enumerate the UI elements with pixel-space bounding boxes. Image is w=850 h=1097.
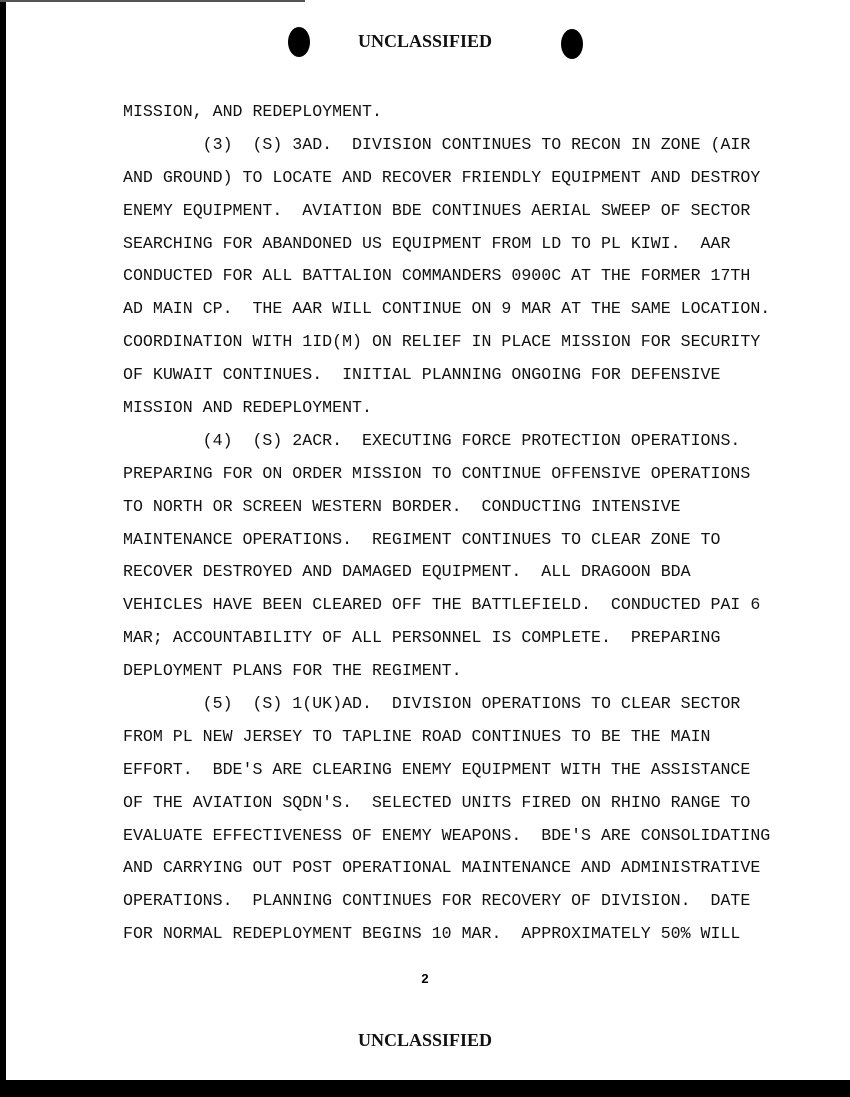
text-line: MISSION AND REDEPLOYMENT.: [123, 398, 372, 418]
text-line: SEARCHING FOR ABANDONED US EQUIPMENT FROM LD TO PL KIWI. AAR: [123, 233, 731, 253]
scan-edge-top: [0, 0, 305, 2]
text-line: OPERATIONS. PLANNING CONTINUES FOR RECOVERY OF DIVISION. DATE: [123, 891, 751, 911]
text-line: VEHICLES HAVE BEEN CLEARED OFF THE BATTLEFIELD. CONDUCTED PAI 6: [123, 595, 761, 615]
text-line: (5) (S) 1(UK)AD. DIVISION OPERATIONS TO CLEAR SECTOR: [123, 694, 741, 714]
text-line: EFFORT. BDE'S ARE CLEARING ENEMY EQUIPMENT WITH THE ASSISTANCE: [123, 759, 751, 779]
text-line: CONDUCTED FOR ALL BATTALION COMMANDERS 0900C AT THE FORMER 17TH: [123, 266, 751, 286]
text-line: DEPLOYMENT PLANS FOR THE REGIMENT.: [123, 661, 462, 681]
text-line: (3) (S) 3AD. DIVISION CONTINUES TO RECON IN ZONE (AIR: [123, 134, 751, 154]
text-line: MAINTENANCE OPERATIONS. REGIMENT CONTINUES TO CLEAR ZONE TO: [123, 529, 721, 549]
footer-classification: UNCLASSIFIED: [357, 1030, 493, 1050]
text-line: EVALUATE EFFECTIVENESS OF ENEMY WEAPONS. BDE'S ARE CONSOLIDATING: [123, 825, 771, 845]
header-classification: UNCLASSIFIED: [357, 31, 493, 51]
text-line: MISSION, AND REDEPLOYMENT.: [123, 102, 382, 121]
scan-border-bottom: [0, 1080, 850, 1097]
text-line: FROM PL NEW JERSEY TO TAPLINE ROAD CONTINUES TO BE THE MAIN: [123, 726, 711, 746]
text-line: RECOVER DESTROYED AND DAMAGED EQUIPMENT. ALL DRAGOON BDA: [123, 562, 691, 582]
text-line: TO NORTH OR SCREEN WESTERN BORDER. CONDUCTING INTENSIVE: [123, 496, 681, 516]
scan-border-left: [0, 0, 6, 1097]
text-line: PREPARING FOR ON ORDER MISSION TO CONTINUE OFFENSIVE OPERATIONS: [123, 463, 751, 483]
text-line: (4) (S) 2ACR. EXECUTING FORCE PROTECTION OPERATIONS.: [123, 430, 741, 450]
text-line: MAR; ACCOUNTABILITY OF ALL PERSONNEL IS COMPLETE. PREPARING: [123, 628, 721, 648]
text-line: OF THE AVIATION SQDN'S. SELECTED UNITS FIRED ON RHINO RANGE TO: [123, 792, 751, 812]
text-line: AND CARRYING OUT POST OPERATIONAL MAINTENANCE AND ADMINISTRATIVE: [123, 858, 761, 878]
text-line: AD MAIN CP. THE AAR WILL CONTINUE ON 9 MAR AT THE SAME LOCATION.: [123, 299, 771, 319]
text-line: COORDINATION WITH 1ID(M) ON RELIEF IN PLACE MISSION FOR SECURITY: [123, 332, 761, 352]
page-number: 2: [421, 971, 429, 986]
text-line: FOR NORMAL REDEPLOYMENT BEGINS 10 MAR. APPROXIMATELY 50% WILL: [123, 924, 741, 944]
text-line: OF KUWAIT CONTINUES. INITIAL PLANNING ONGOING FOR DEFENSIVE: [123, 365, 721, 385]
text-line: AND GROUND) TO LOCATE AND RECOVER FRIENDLY EQUIPMENT AND DESTROY: [123, 167, 761, 187]
text-line: ENEMY EQUIPMENT. AVIATION BDE CONTINUES AERIAL SWEEP OF SECTOR: [123, 200, 751, 220]
document-body: [123, 96, 770, 951]
